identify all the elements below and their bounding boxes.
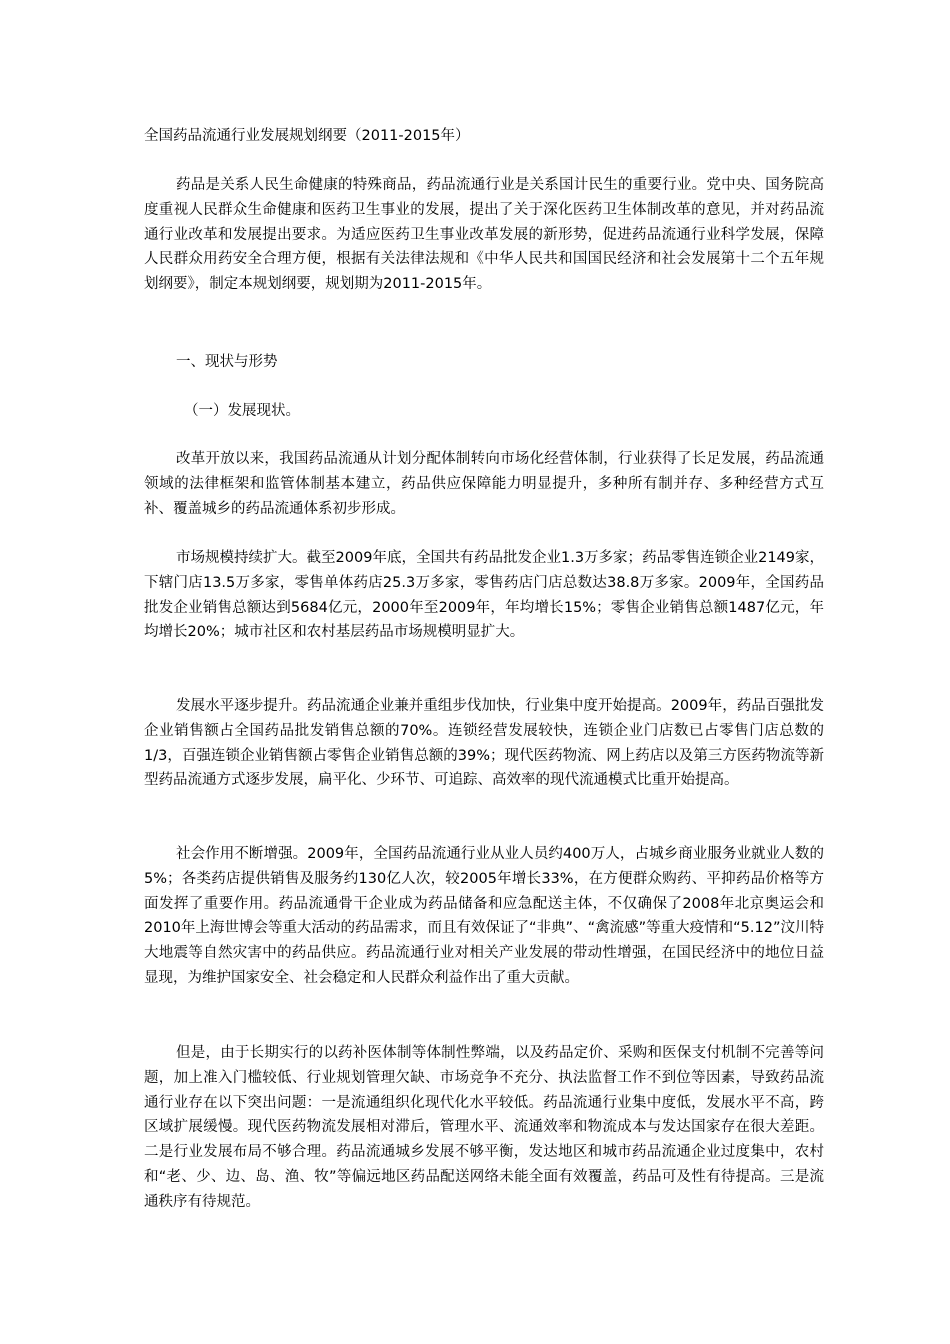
body-paragraph-1: 改革开放以来，我国药品流通从计划分配体制转向市场化经营体制，行业获得了长足发展，药品流通领域的法律框架和监管体制基本建立，药品供应保障能力明显提升，多种所有制并存、多种经营方式互补、覆盖城乡的药品流通体系初步形成。 [144, 451, 824, 517]
section-heading: 一、现状与形势 [176, 354, 278, 370]
body-paragraph-4: 社会作用不断增强。2009年，全国药品流通行业从业人员约400万人，占城乡商业服务业就业人数的5%；各类药店提供销售及服务约130亿人次，较2005年增长33%，在方便群众购药、平抑药品价格等方面发挥了重要作用。药品流通骨干企业成为药品储备和应急配送主体，不仅确保了2008年北京奥运会和2010年上海世博会等重大活动的药品需求，而且有效保证了“非典”、“禽流感”等重大疫情和“5.12”汶川特大地震等自然灾害中的药品供应。药品流通行业对相关产业发展的带动性增强，在国民经济中的地位日益显现，为维护国家安全、社会稳定和人民群众利益作出了重大贡献。 [144, 846, 824, 986]
body-paragraph-3: 发展水平逐步提升。药品流通企业兼并重组步伐加快，行业集中度开始提高。2009年，药品百强批发企业销售额占全国药品批发销售总额的70%。连锁经营发展较快，连锁企业门店数已占零售门店总数的1/3，百强连锁企业销售额占零售企业销售总额的39%；现代医药物流、网上药店以及第三方医药物流等新型药品流通方式逐步发展，扁平化、少环节、可追踪、高效率的现代流通模式比重开始提高。 [144, 698, 824, 789]
body-paragraph-2: 市场规模持续扩大。截至2009年底，全国共有药品批发企业1.3万多家；药品零售连锁企业2149家，下辖门店13.5万多家，零售单体药店25.3万多家，零售药店门店总数达38.8万多家。2009年，全国药品批发企业销售总额达到5684亿元，2000年至2009年，年均增长15%；零售企业销售总额1487亿元，年均增长20%；城市社区和农村基层药品市场规模明显扩大。 [144, 550, 824, 641]
intro-paragraph: 药品是关系人民生命健康的特殊商品，药品流通行业是关系国计民生的重要行业。党中央、国务院高度重视人民群众生命健康和医药卫生事业的发展，提出了关于深化医药卫生体制改革的意见，并对药品流通行业改革和发展提出要求。为适应医药卫生事业改革发展的新形势，促进药品流通行业科学发展，保障人民群众用药安全合理方便，根据有关法律法规和《中华人民共和国国民经济和社会发展第十二个五年规划纲要》，制定本规划纲要，规划期为2011-2015年。 [144, 177, 824, 293]
document-title: 全国药品流通行业发展规划纲要（2011-2015年） [144, 128, 470, 144]
body-paragraph-5: 但是，由于长期实行的以药补医体制等体制性弊端，以及药品定价、采购和医保支付机制不完善等问题，加上准入门槛较低、行业规划管理欠缺、市场竞争不充分、执法监督工作不到位等因素，导致药品流通行业存在以下突出问题：一是流通组织化现代化水平较低。药品流通行业集中度低，发展水平不高，跨区域扩展缓慢。现代医药物流发展相对滞后，管理水平、流通效率和物流成本与发达国家存在很大差距。二是行业发展布局不够合理。药品流通城乡发展不够平衡，发达地区和城市药品流通企业过度集中，农村和“老、少、边、岛、渔、牧”等偏远地区药品配送网络未能全面有效覆盖，药品可及性有待提高。三是流通秩序有待规范。 [144, 1045, 824, 1210]
subsection-heading: （一）发展现状。 [184, 403, 300, 419]
